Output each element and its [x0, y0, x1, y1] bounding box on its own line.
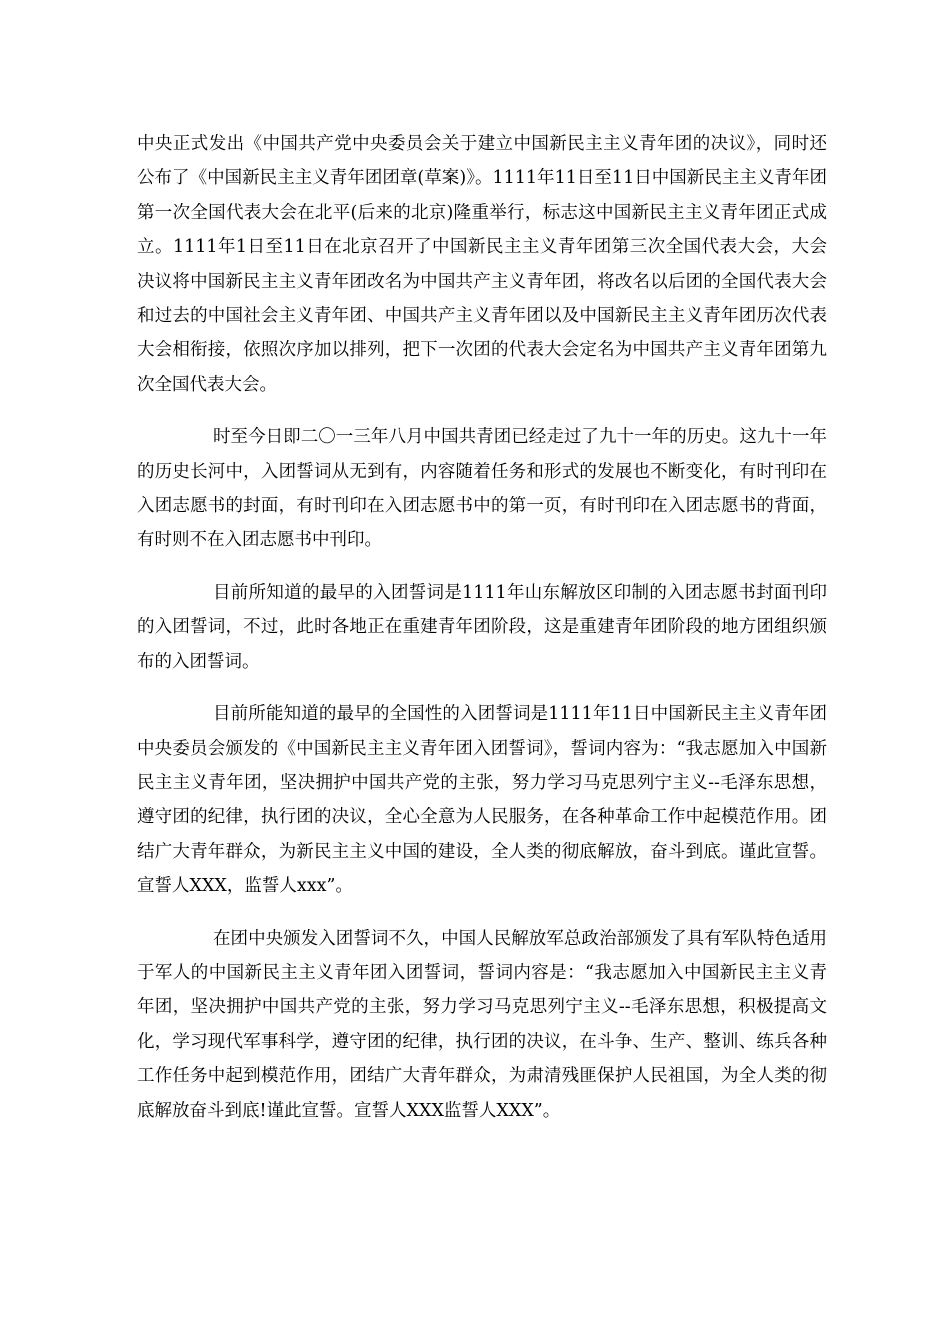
paragraph-2: 时至今日即二〇一三年八月中国共青团已经走过了九十一年的历史。这九十一年的历史长河中，入团誓词从无到有，内容随着任务和形式的发展也不断变化，有时刊印在入团志愿书的封面，有时刊印在入团志愿书中的第一页，有时刊印在入团志愿书的背面，有时则不在入团志愿书中刊印。 [137, 427, 827, 551]
document-body [137, 127, 827, 1128]
paragraph-5: 在团中央颁发入团誓词不久，中国人民解放军总政治部颁发了具有军队特色适用于军人的中国新民主主义青年团入团誓词，誓词内容是：“我志愿加入中国新民主主义青年团，坚决拥护中国共产党的主张，努力学习马克思列宁主义--毛泽东思想，积极提高文化，学习现代军事科学，遵守团的纪律，执行团的决议，在斗争、生产、整训、练兵各种工作任务中起到模范作用，团结广大青年群众，为肃清残匪保护人民祖国，为全人类的彻底解放奋斗到底!谨此宣誓。宣誓人XXX监誓人XXX”。 [137, 928, 827, 1121]
paragraph-4: 目前所能知道的最早的全国性的入团誓词是1111年11日中国新民主主义青年团中央委员会颁发的《中国新民主主义青年团入团誓词》，誓词内容为：“我志愿加入中国新民主主义青年团，坚决拥护中国共产党的主张，努力学习马克思列宁主义--毛泽东思想，遵守团的纪律，执行团的决议，全心全意为人民服务，在各种革命工作中起模范作用。团结广大青年群众，为新民主主义中国的建设，全人类的彻底解放，奋斗到底。谨此宣誓。宣誓人XXX，监誓人xxx”。 [137, 704, 827, 897]
paragraph-3: 目前所知道的最早的入团誓词是1111年山东解放区印制的入团志愿书封面刊印的入团誓词，不过，此时各地正在重建青年团阶段，这是重建青年团阶段的地方团组织颁布的入团誓词。 [137, 582, 827, 672]
paragraph-1: 中央正式发出《中国共产党中央委员会关于建立中国新民主主义青年团的决议》，同时还公布了《中国新民主主义青年团团章(草案)》。1111年11日至11日中国新民主主义青年团第一次全国代表大会在北平(后来的北京)隆重举行，标志这中国新民主主义青年团正式成立。1111年1日至11日在北京召开了中国新民主主义青年团第三次全国代表大会，大会决议将中国新民主主义青年团改名为中国共产主义青年团，将改名以后团的全国代表大会和过去的中国社会主义青年团、中国共产主义青年团以及中国新民主主义青年团历次代表大会相衔接，依照次序加以排列，把下一次团的代表大会定名为中国共产主义青年团第九次全国代表大会。 [137, 134, 827, 395]
